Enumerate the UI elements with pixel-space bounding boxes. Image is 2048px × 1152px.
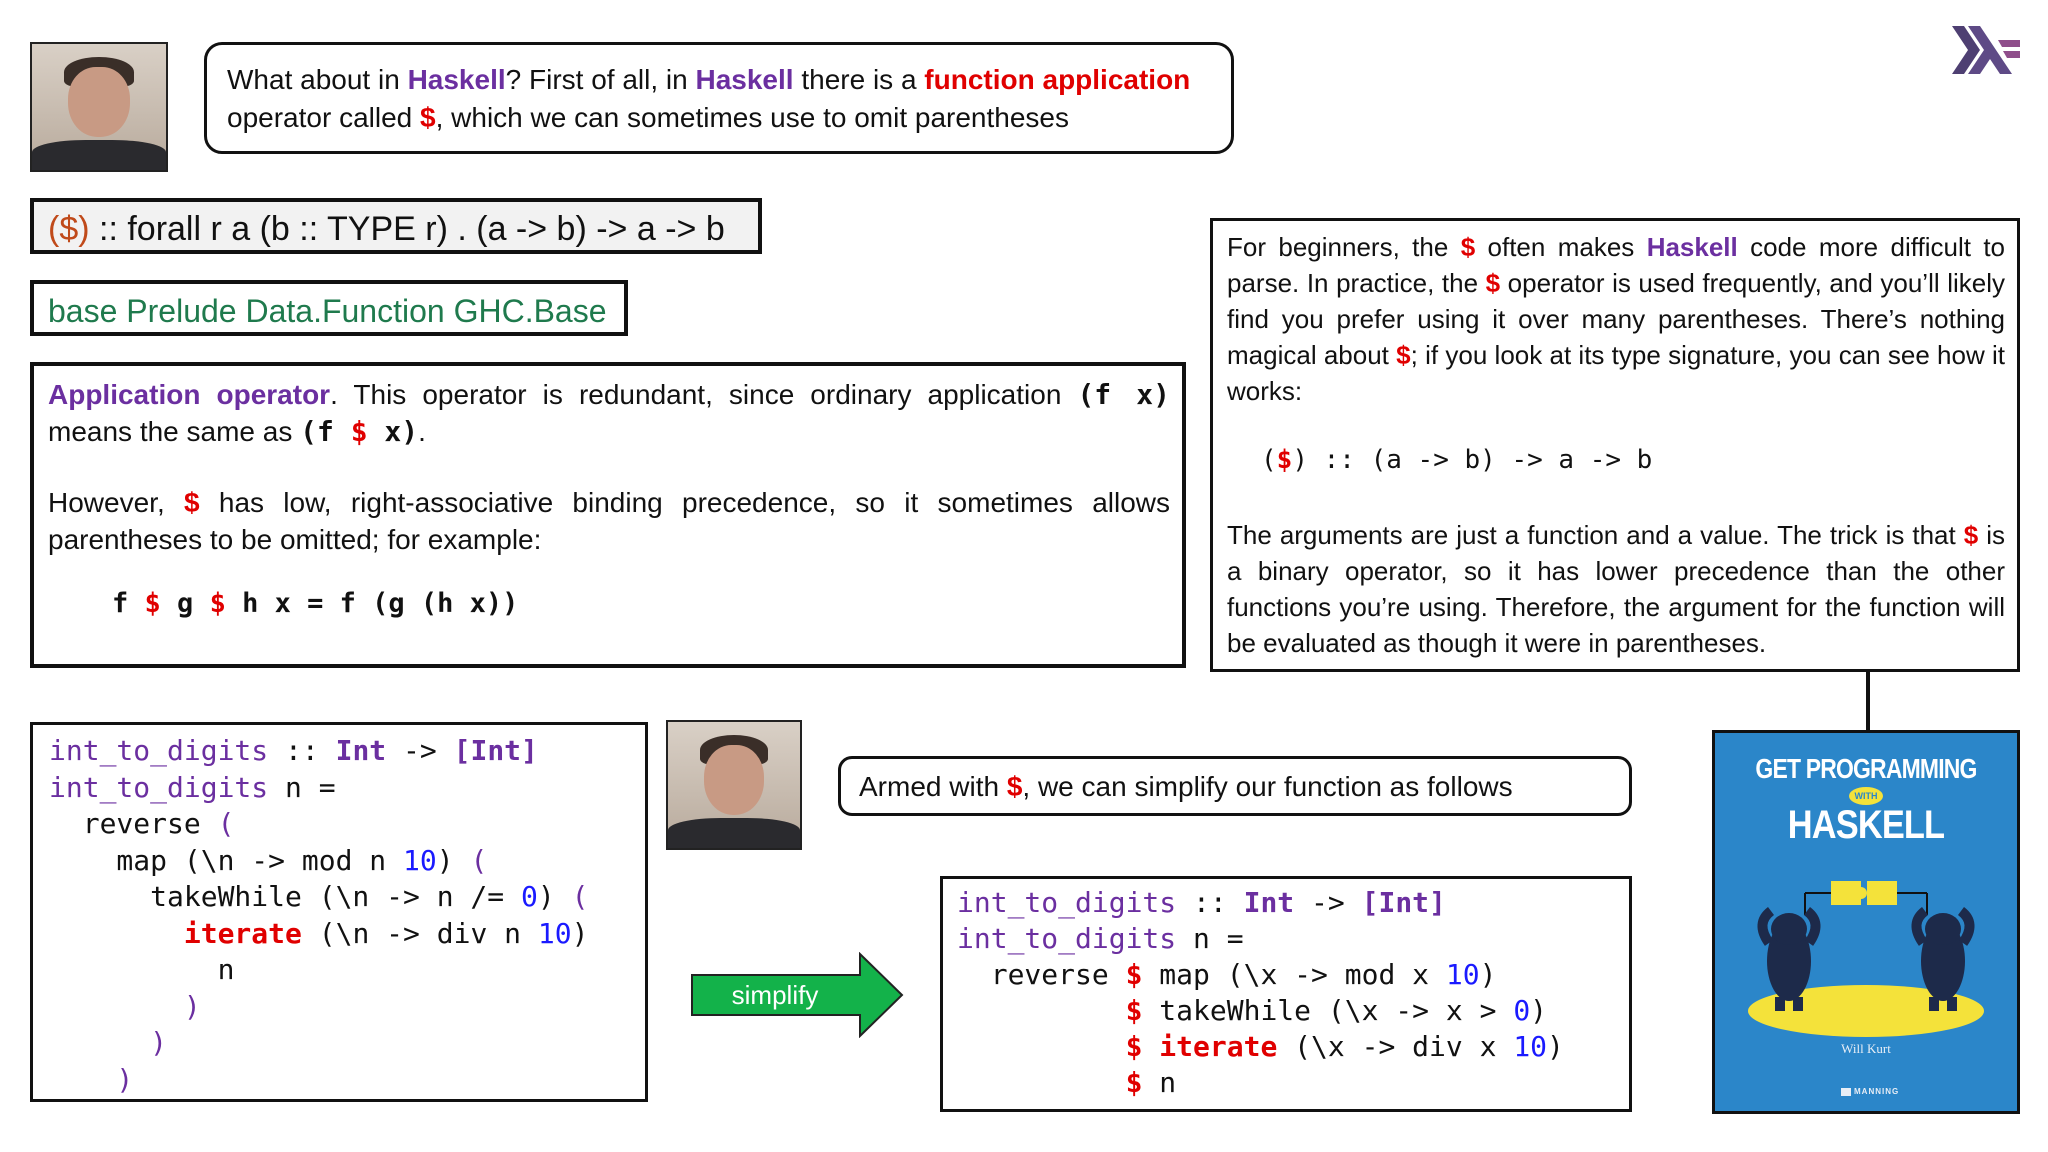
book-publisher: MANNING	[1841, 1087, 1911, 1096]
code-before: int_to_digits :: Int -> [Int] int_to_digits n = reverse ( map (\n -> mod n 10) ( takeWhile (\n -> n /= 0) ( iterate (\n -> div n 10) n ) ) )	[49, 734, 589, 1096]
haskell-logo-icon	[1952, 26, 2020, 74]
simplify-label: simplify	[731, 980, 819, 1010]
book-illustration	[1715, 853, 2017, 1053]
speaker-avatar	[30, 42, 168, 172]
modules-box	[30, 280, 628, 336]
speech-bubble-intro	[204, 42, 1234, 154]
book-excerpt-box	[1210, 218, 2020, 672]
book-author: Will Kurt	[1841, 1041, 1891, 1056]
speaker-avatar-2	[666, 720, 802, 850]
book-excerpt-paragraph-2: The arguments are just a function and a value. The trick is that $ is a binary operator, so it has lower precedence than the other functions you’re using. Therefore, the argument for the function will be evaluated as though it were in parentheses.	[1227, 520, 2006, 658]
book-cover	[1712, 730, 2020, 1114]
book-excerpt-paragraph-1: For beginners, the $ often makes Haskell code more difficult to parse. In practice, the $ operator is used frequently, and you’ll likely find you prefer using it over many parentheses. There’s nothing magical about $; if you look at its type signature, you can see how it works:	[1227, 232, 2006, 406]
type-signature-box	[30, 198, 762, 254]
book-excerpt-signature: ($) :: (a -> b) -> a -> b	[1261, 445, 1653, 475]
code-after: int_to_digits :: Int -> [Int] int_to_digits n = reverse $ map (\x -> mod x 10) $ takeWhile (\x -> x > 0) $ iterate (\x -> div x 10) $ n	[957, 886, 1564, 1099]
documentation-box	[30, 362, 1186, 668]
speech-simplify-text: Armed with $, we can simplify our function as follows	[859, 771, 1513, 802]
book-title-main: HASKELL	[1787, 803, 1945, 847]
modules-list: base Prelude Data.Function GHC.Base	[48, 293, 607, 329]
doc-example-code: f $ g $ h x = f (g (h x))	[112, 588, 519, 619]
book-title-top: GET PROGRAMMING	[1755, 753, 1977, 784]
connector-line	[1866, 672, 1870, 732]
code-before-box	[30, 722, 648, 1102]
type-signature: ($) :: forall r a (b :: TYPE r) . (a -> b) -> a -> b	[48, 210, 725, 248]
code-after-box	[940, 876, 1632, 1112]
manning-logo-icon	[1841, 1088, 1851, 1096]
speech-intro-text: What about in Haskell? First of all, in Haskell there is a function application operator called $, which we can sometimes use to omit parentheses	[227, 64, 1191, 133]
right-arrow-icon	[690, 952, 904, 1038]
doc-paragraph-1: Application operator. This operator is redundant, since ordinary application (f x) means the same as (f $ x).	[48, 378, 1171, 448]
book-with-badge: WITH	[1849, 787, 1883, 805]
speech-bubble-simplify	[838, 756, 1632, 816]
doc-paragraph-2: However, $ has low, right-associative binding precedence, so it sometimes allows parentheses to be omitted; for example:	[48, 487, 1171, 555]
